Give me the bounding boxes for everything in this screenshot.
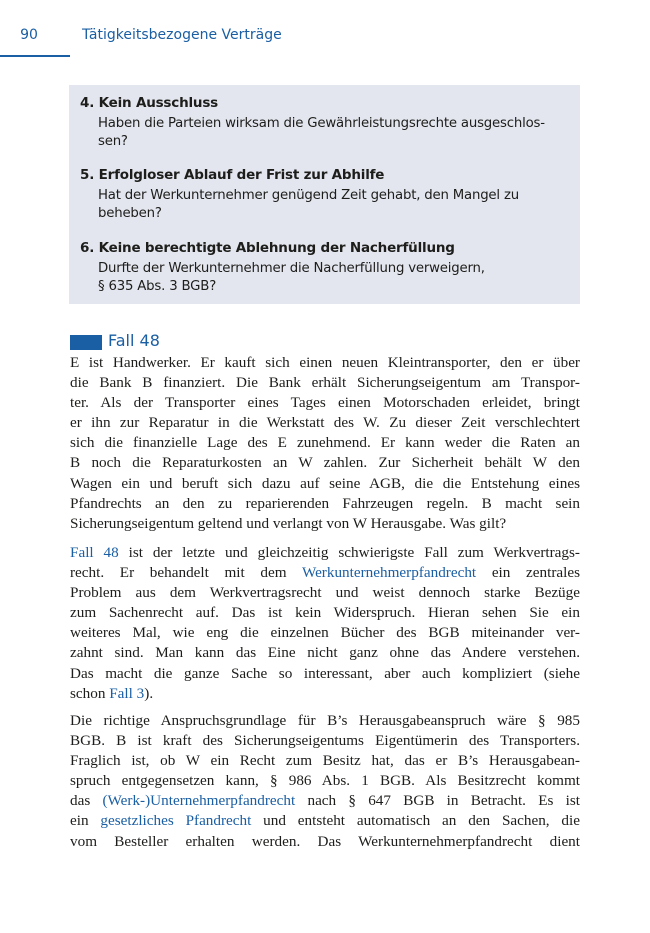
checklist-line: beheben? [98, 206, 162, 221]
paragraph-1 [70, 543, 580, 704]
text-line: Fraglich ist, ob W ein Recht zum Besitz hat, das er B’s Herausgabean- [70, 752, 580, 770]
text-line: sich die finanzielle Lage des E zunehmend. Er kann weder die Raten an [70, 434, 580, 452]
checklist-item-title: 5. Erfolgloser Ablauf der Frist zur Abhilfe [80, 167, 385, 183]
text-line: Wagen ein und beruft sich dazu auf seine AGB, die die Entstehung eines [70, 474, 580, 492]
page-number: 90 [20, 27, 38, 43]
checklist-item-text [80, 260, 570, 296]
case-reference-link[interactable]: Fall 3 [109, 684, 145, 702]
text-line: recht. Er behandelt mit dem Werkunternehmerpfandrecht ein zentrales [70, 564, 580, 582]
text-line: Die richtige Anspruchsgrundlage für B’s Herausgabeanspruch wäre § 985 [70, 712, 580, 729]
term-link[interactable]: Werkunternehmerpfandrecht [301, 564, 477, 582]
case-marker [70, 335, 102, 350]
text-line: Problem aus dem Werkvertragsrecht und weist dennoch starke Bezüge [70, 584, 580, 602]
running-title: Tätigkeitsbezogene Verträge [82, 27, 282, 43]
header-rule [0, 55, 70, 57]
checklist-box [69, 85, 580, 304]
paragraph-2 [70, 711, 580, 852]
case-label: Fall 48 [108, 331, 160, 350]
text-line: das (Werk-)Unternehmerpfandrecht nach § 647 BGB in Betracht. Es ist [70, 792, 580, 810]
term-link[interactable]: gesetzliches Pfandrecht [100, 812, 252, 830]
checklist-item [80, 94, 570, 151]
checklist-item [80, 166, 570, 223]
checklist-line: § 635 Abs. 3 BGB? [98, 279, 217, 294]
case-reference-link[interactable]: Fall 48 [70, 544, 119, 561]
case-text [70, 353, 580, 534]
text-line: zum Sachenrecht auf. Das ist kein Widerspruch. Hieran sehen Sie ein [70, 604, 580, 622]
text-line: Fall 48 ist der letzte und gleichzeitig schwierigste Fall zum Werkvertrags- [70, 544, 580, 561]
page-header [0, 0, 650, 58]
text-line: BGB. B ist kraft des Sicherungseigentums Eigentümerin des Transporters. [70, 732, 580, 750]
text-line: die Bank B finanziert. Die Bank erhält Sicherungseigentum am Transpor- [70, 374, 580, 392]
checklist-line: Haben die Parteien wirksam die Gewährleistungsrechte ausgeschlos- [98, 116, 545, 131]
term-link[interactable]: (Werk-)Unternehmerpfandrecht [102, 792, 296, 810]
checklist-item-title: 6. Keine berechtigte Ablehnung der Nacherfüllung [80, 240, 455, 256]
text-line: ter. Als der Transporter eines Tages einen Motorschaden erleidet, bringt [70, 394, 580, 412]
checklist-item-text [80, 115, 570, 151]
text-line: Das macht die ganze Sache so interessant, aber auch kompliziert (siehe [70, 664, 580, 682]
checklist-item [80, 239, 570, 296]
checklist-item-title: 4. Kein Ausschluss [80, 95, 218, 111]
text-line: Pfandrechts an den zu reparierenden Fahrzeugen regeln. B macht sein [70, 494, 580, 512]
checklist-line: sen? [98, 134, 128, 149]
text-line: spruch entgegensetzen kann, § 986 Abs. 1 BGB. Als Besitzrecht kommt [70, 772, 580, 790]
text-line: weiteres Mal, wie eng die einzelnen Bücher des BGB miteinander ver- [70, 624, 580, 642]
text-line: B noch die Reparaturkosten an W zahlen. Zur Sicherheit behält W den [70, 454, 580, 472]
text-line: E ist Handwerker. Er kauft sich einen neuen Kleintransporter, den er über [70, 354, 580, 371]
text-line: schon Fall 3). [70, 684, 154, 702]
text-line: er ihn zur Reparatur in die Werkstatt des W. Zu dieser Zeit verschlechtert [70, 414, 580, 432]
text-line: Sicherungseigentum geltend und verlangt von W Herausgabe. Was gilt? [70, 514, 507, 532]
checklist-line: Hat der Werkunternehmer genügend Zeit gehabt, den Mangel zu [98, 188, 519, 203]
text-line: ein gesetzliches Pfandrecht und entsteht automatisch an den Sachen, die [70, 812, 580, 830]
checklist-item-text [80, 187, 570, 223]
checklist-line: Durfte der Werkunternehmer die Nacherfüllung verweigern, [98, 261, 485, 276]
text-line: vom Besteller erhalten werden. Das Werkunternehmerpfandrecht dient [70, 832, 580, 850]
text-line: zahnt sind. Man kann das Eine nicht ganz ohne das Andere verstehen. [70, 644, 580, 662]
